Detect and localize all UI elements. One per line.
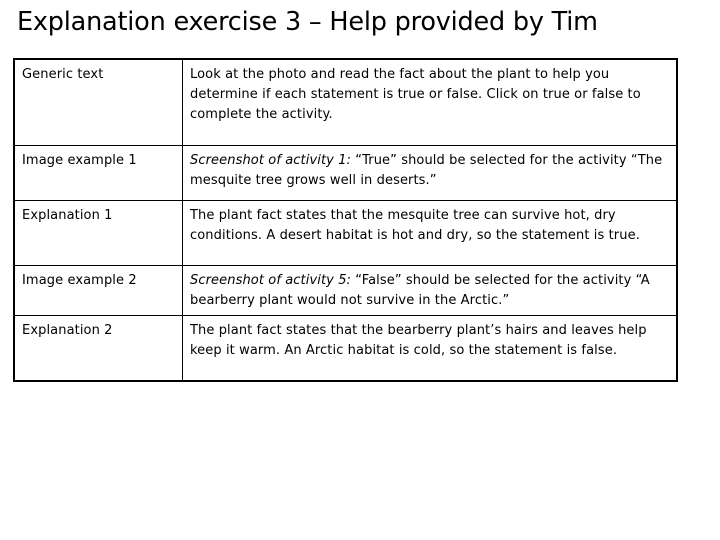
table-row-explanation-1 [14, 201, 677, 266]
row-content [183, 146, 678, 201]
row-italic-prefix: Screenshot of activity 5: [190, 273, 352, 288]
explanation-table [13, 58, 678, 382]
row-text: The plant fact states that the mesquite tree can survive hot, dry conditions. A desert habitat is hot and dry, so the statement is true. [190, 208, 640, 243]
page-title: Explanation exercise 3 – Help provided by Tim [17, 7, 598, 37]
row-text: “False” should be selected for the activity “A bearberry plant would not survive in the Arctic.” [190, 273, 650, 308]
row-italic-prefix: Screenshot of activity 1: [190, 153, 352, 168]
row-content [183, 201, 678, 266]
row-text: “True” should be selected for the activity “The mesquite tree grows well in deserts.” [190, 153, 663, 188]
row-content [183, 266, 678, 316]
row-text: The plant fact states that the bearberry plant’s hairs and leaves help keep it warm. An Arctic habitat is cold, so the statement is false. [190, 323, 647, 358]
table-row-image-example-1 [14, 146, 677, 201]
row-label: Explanation 1 [14, 201, 183, 266]
row-label: Image example 1 [14, 146, 183, 201]
row-content [183, 59, 678, 146]
row-text: Look at the photo and read the fact about the plant to help you determine if each statement is true or false. Click on true or false to complete the activity. [190, 67, 641, 122]
row-label: Explanation 2 [14, 316, 183, 382]
row-label: Generic text [14, 59, 183, 146]
table-row-image-example-2 [14, 266, 677, 316]
row-content [183, 316, 678, 382]
table-row-explanation-2 [14, 316, 677, 382]
table-row-generic-text [14, 59, 677, 146]
row-label: Image example 2 [14, 266, 183, 316]
